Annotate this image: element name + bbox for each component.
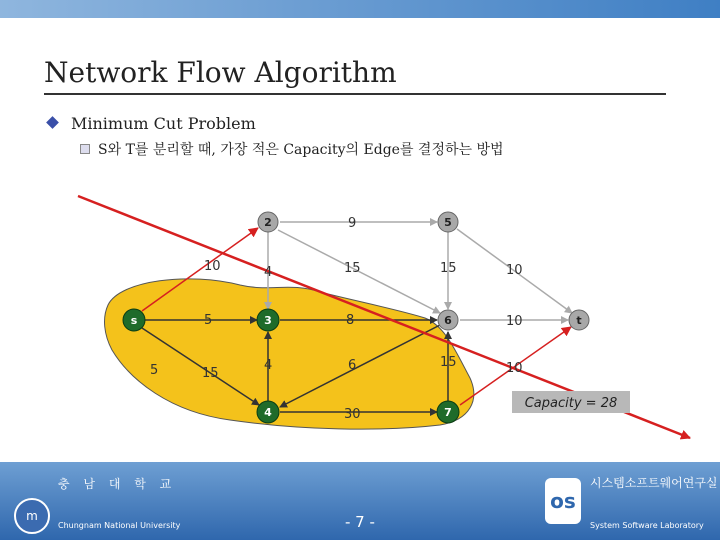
cap-s-4: 15	[202, 366, 219, 381]
university-name-kr: 충 남 대 학 교	[58, 477, 177, 491]
node-2-label: 2	[264, 216, 272, 229]
cap-s-3: 5	[204, 313, 213, 328]
node-5-label: 5	[444, 216, 452, 229]
cap-7-t: 10	[506, 361, 523, 376]
node-4-label: 4	[264, 406, 272, 419]
cap-5-t: 10	[506, 263, 523, 278]
cap-2-6: 15	[344, 261, 361, 276]
cap-4-3: 4	[264, 358, 273, 373]
cap-2-3: 4	[264, 265, 273, 280]
cut-left-label: 5	[150, 363, 159, 378]
cap-4-7: 30	[344, 407, 361, 422]
cap-3-6: 8	[346, 313, 355, 328]
lab-name-en: System Software Laboratory	[590, 521, 704, 530]
node-3-label: 3	[264, 314, 272, 327]
capacity-label: Capacity = 28	[524, 396, 618, 411]
cap-6-t: 10	[506, 314, 523, 329]
node-s-label: s	[130, 314, 138, 327]
page-number: - 7 -	[345, 513, 375, 531]
lab-logo-icon: os	[545, 478, 581, 524]
node-6-label: 6	[444, 314, 452, 327]
bullet-text: Minimum Cut Problem	[71, 114, 256, 133]
node-t-label: t	[576, 314, 582, 327]
cap-7-6: 15	[440, 355, 457, 370]
slide-title: Network Flow Algorithm	[44, 56, 397, 89]
cap-s-2: 10	[204, 259, 221, 274]
university-name-en: Chungnam National University	[58, 521, 181, 530]
cap-6-4: 6	[348, 358, 357, 373]
cap-5-6: 15	[440, 261, 457, 276]
sub-bullet-text: S와 T를 분리할 때, 가장 적은 Capacity의 Edge를 결정하는 방법	[98, 142, 504, 158]
cap-2-5: 9	[348, 216, 357, 231]
node-7-label: 7	[444, 406, 452, 419]
lab-name-kr: 시스템소프트웨어연구실	[590, 476, 718, 490]
university-seal-icon: m	[14, 498, 50, 534]
